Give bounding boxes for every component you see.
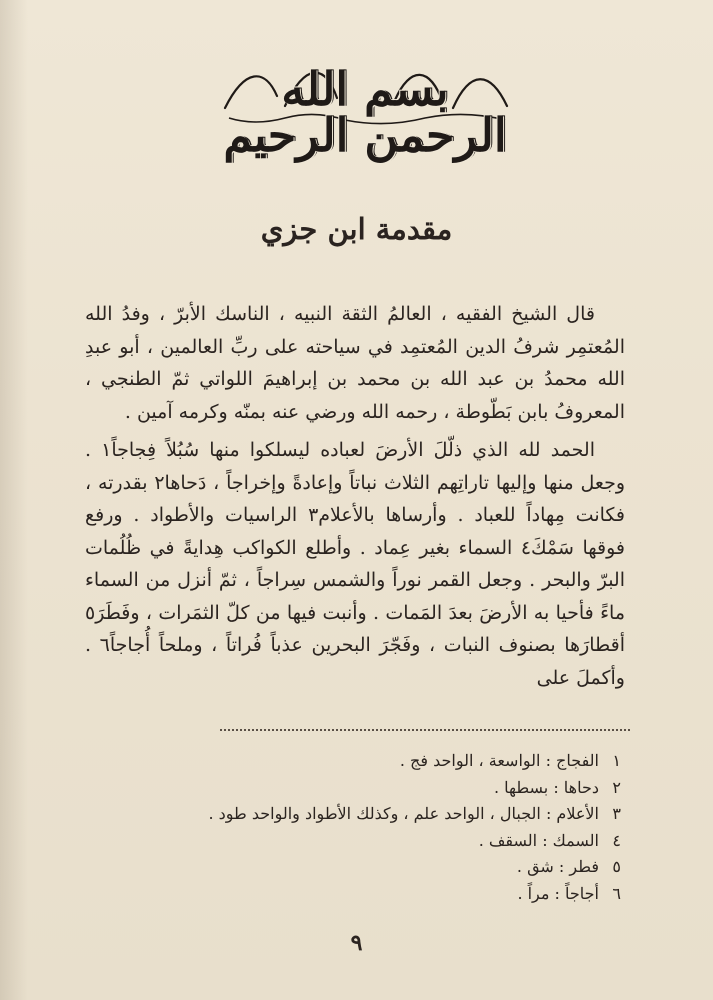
main-text <box>85 298 625 694</box>
footnote-item <box>121 881 621 908</box>
footnote-number: ٦ <box>612 883 621 903</box>
footnote-number: ٤ <box>612 830 621 850</box>
paragraph-praise: الحمد لله الذي ذلّلَ الأرضَ لعباده ليسلكوا منها سُبُلاً فِجاجاً١ . وجعل منها وإليها تاراتِهم الثلاث نباتاً وإعادةً وإخراجاً ، دَحاها٢ بقدرته ، فكانت مِهاداً للعباد . وأرساها بالأعلام٣ الراسيات والأطواد . ورفع فوقها سَمْكَ٤ السماء بغير عِماد . وأطلع الكواكب هِدايةً في ظُلُمات البرّ والبحر . وجعل القمر نوراً والشمس سِراجاً ، ثمّ أنزل من السماء ماءً فأحيا به الأرضَ بعدَ المَمات . وأنبت فيها من كلّ الثمَرات ، وفَطَرَ٥ أقطارَها بصنوف النبات ، وفَجّرَ البحرين عذباً فُراتاً ، وملحاً أُجاجاً٦ . وأكملَ على <box>85 439 626 689</box>
footnote-item <box>121 748 621 775</box>
footnote-number: ٥ <box>612 857 621 876</box>
footnote-item <box>121 775 621 802</box>
footnote-text: فطر : شق . <box>516 857 599 876</box>
page-gutter-shadow <box>0 0 28 1000</box>
footnote-number: ٢ <box>612 777 621 797</box>
footnotes-list <box>121 748 621 907</box>
chapter-title: مقدمة ابن جزي <box>260 212 453 246</box>
footnote-text: الفجاج : الواسعة ، الواحد فج . <box>399 751 599 770</box>
footnote-text: السمك : السقف . <box>478 830 599 850</box>
footnote-item <box>121 828 621 855</box>
footnote-number: ١ <box>612 751 621 770</box>
footnote-text: الأعلام : الجبال ، الواحد علم ، وكذلك الأطواد والواحد طود . <box>208 804 599 823</box>
page-number: ٩ <box>350 930 363 956</box>
basmala-calligraphy <box>215 48 515 162</box>
basmala-text: بسم الله الرحمن الرحيم <box>223 62 507 162</box>
footnote-item <box>121 801 621 828</box>
footnote-item <box>121 854 621 881</box>
paragraph-intro: قال الشيخ الفقيه ، العالمُ الثقة النبيه ، الناسك الأبرّ ، وفدُ الله المُعتمِر شرفُ الدين المُعتمِد في سياحته على ربِّ العالمين ، أبو عبدِ الله محمدُ بن عبد الله بن محمد بن إبراهيمَ اللواتي ثمّ الطنجي ، المعروفُ بابن بَطّوطة ، رحمه الله ورضي عنه بمنّه وكرمه آمين . <box>85 303 625 423</box>
footnote-text: دحاها : بسطها . <box>493 777 599 797</box>
footnote-number: ٣ <box>612 804 621 823</box>
footnote-text: أجاجاً : مراً . <box>517 883 599 903</box>
footnote-divider <box>220 729 630 731</box>
